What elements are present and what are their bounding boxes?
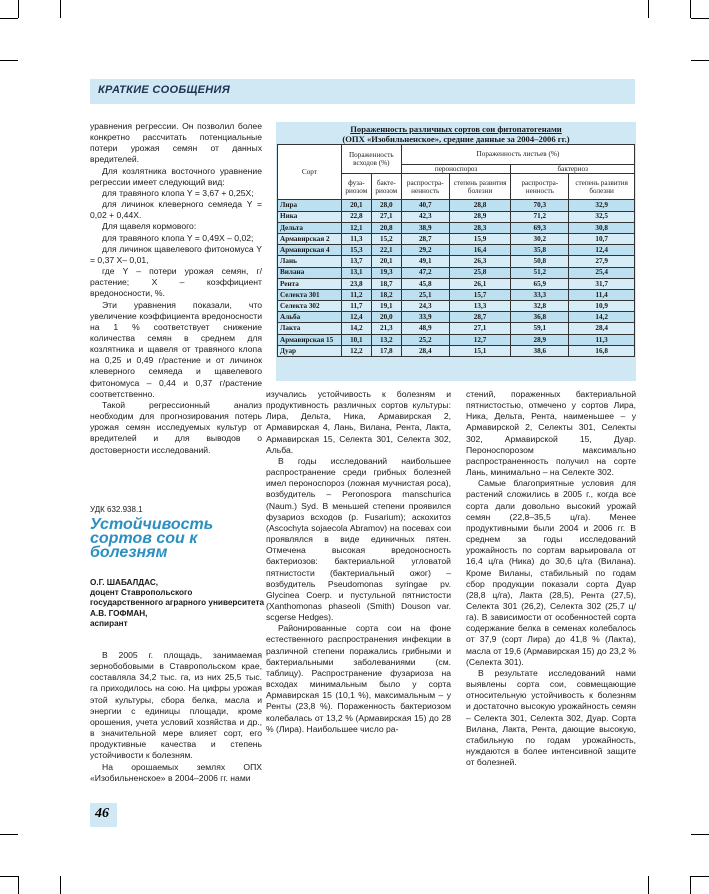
- table-row: [278, 345, 635, 356]
- paragraph: Районированные сорта сои на фоне естественного распространения инфекции в различной степени поражались грибными и бактериальными заболеваниями (см. таблицу). Распространение фузариоза на всходах минимальным было у сорта Армавирская 15 (10,1 %), максимальным – у Ренты (23,8 %). Пораженность бактериозом колебалась от 13,2 % (Армавирская 15) до 28 % (Лира). Наибольшее число ра-: [266, 623, 451, 734]
- header-degree: степень развития болезни: [449, 174, 511, 200]
- header-bacteriosis: бакте-риозом: [371, 174, 401, 200]
- value-cell: 26,1: [449, 278, 511, 289]
- value-cell: 10,1: [341, 334, 371, 345]
- cultivar-name-cell: Армавирская 2: [278, 233, 342, 244]
- value-cell: 27,1: [449, 323, 511, 334]
- value-cell: 12,4: [341, 312, 371, 323]
- crop-mark: [691, 876, 709, 877]
- author-position: доцент Ставропольского государственного аграрного университета: [90, 588, 265, 608]
- page-number-box: [90, 803, 117, 827]
- header-leaves: Пораженность листьев (%): [401, 145, 634, 165]
- value-cell: 24,3: [401, 301, 449, 312]
- value-cell: 12,4: [569, 245, 635, 256]
- value-cell: 12,7: [449, 334, 511, 345]
- table-row: [278, 334, 635, 345]
- value-cell: 11,4: [569, 289, 635, 300]
- crop-mark: [18, 876, 19, 894]
- crop-mark: [690, 0, 691, 18]
- value-cell: 25,8: [449, 267, 511, 278]
- value-cell: 25,1: [401, 289, 449, 300]
- value-cell: 38,9: [401, 222, 449, 233]
- header-degree: степень развития болезни: [569, 174, 635, 200]
- value-cell: 26,3: [449, 256, 511, 267]
- paragraph: В 2005 г. площадь, занимаемая зернобобовыми в Ставропольском крае, составляла 34,2 тыс. га, из них 25,5 тыс. га приходилось на сою. На цифры урожая этой культуры, сбора белка, масла и энергии с единицы площади, кроме орошения, учета условий хозяйства и др., в значительной мере влияет сорт, его продуктивные качества и степень устойчивости к болезням.: [90, 650, 262, 761]
- crop-mark: [691, 60, 709, 61]
- paragraph: В результате исследований нами выявлены сорта сои, совмещающие относительную устойчивость к болезням и достаточно высокую урожайность семян – Селекта 301, Селекта 302, Дуар. Сорта Вилана, Лакта, Рента, дающие высокую, стабильную по годам урожайность, нуждаются в более интенсивной защите от болезней.: [466, 667, 636, 768]
- crop-mark: [0, 876, 18, 877]
- value-cell: 59,1: [511, 323, 569, 334]
- value-cell: 19,3: [371, 267, 401, 278]
- paragraph: Такой регрессионный анализ необходим для прогнозирования потерь урожая семян исследуемых культур от вредителей и для выводов о достоверности исследований.: [90, 399, 262, 455]
- value-cell: 14,2: [569, 312, 635, 323]
- value-cell: 47,2: [401, 267, 449, 278]
- value-cell: 30,2: [511, 233, 569, 244]
- crop-mark: [0, 60, 18, 61]
- crop-mark: [60, 0, 61, 18]
- cultivar-name-cell: Селекта 302: [278, 301, 342, 312]
- header-seedlings: Пораженность всходов (%): [341, 145, 401, 174]
- cultivar-name-cell: Дельта: [278, 222, 342, 233]
- value-cell: 10,9: [569, 301, 635, 312]
- value-cell: 33,3: [511, 289, 569, 300]
- value-cell: 11,7: [341, 301, 371, 312]
- value-cell: 28,0: [371, 200, 401, 211]
- value-cell: 18,7: [371, 278, 401, 289]
- table-row: [278, 289, 635, 300]
- paragraph: Для козлятника восточного уравнение регрессии имеет следующий вид:: [90, 165, 262, 187]
- cultivar-name-cell: Альба: [278, 312, 342, 323]
- value-cell: 15,2: [371, 233, 401, 244]
- value-cell: 23,8: [341, 278, 371, 289]
- paragraph: Для щавеля кормового:: [102, 221, 197, 232]
- table-row: [278, 278, 635, 289]
- crop-mark: [0, 18, 18, 19]
- value-cell: 19,1: [371, 301, 401, 312]
- value-cell: 51,2: [511, 267, 569, 278]
- table-title: [276, 124, 636, 144]
- value-cell: 15,3: [341, 245, 371, 256]
- table-row: [278, 256, 635, 267]
- article-title: Устойчивость сортов сои к болезням: [90, 516, 214, 561]
- paragraph: На орошаемых землях ОПХ «Изобильненское» в 2004–2006 гг. нами: [90, 761, 262, 783]
- udk-code: УДК 632.938.1: [90, 505, 143, 514]
- paragraph: для травяного клопа Y = 3,67 + 0,25X;: [102, 187, 254, 198]
- paragraph: изучались устойчивость к болезням и продуктивность различных сортов культуры: Лира, Дельта, Ника, Армавирская 2, Армавирская 4, Лань, Вилана, Рента, Лакта, Армавирская 15, Селекта 301, Селекта 302, Альба.: [266, 389, 451, 455]
- value-cell: 15,7: [449, 289, 511, 300]
- crop-mark: [691, 18, 709, 19]
- value-cell: 27,1: [371, 211, 401, 222]
- cultivar-name-cell: Лира: [278, 200, 342, 211]
- value-cell: 28,4: [401, 345, 449, 356]
- value-cell: 14,2: [341, 323, 371, 334]
- value-cell: 49,1: [401, 256, 449, 267]
- value-cell: 27,9: [569, 256, 635, 267]
- value-cell: 33,9: [401, 312, 449, 323]
- table-row: [278, 233, 635, 244]
- column-1-bottom: [90, 650, 262, 784]
- author-name: А.В. ГОФМАН,: [90, 608, 148, 618]
- value-cell: 28,3: [449, 222, 511, 233]
- value-cell: 28,4: [569, 323, 635, 334]
- value-cell: 12,2: [341, 345, 371, 356]
- value-cell: 20,8: [371, 222, 401, 233]
- table-row: [278, 323, 635, 334]
- value-cell: 25,2: [401, 334, 449, 345]
- value-cell: 70,3: [511, 200, 569, 211]
- cultivar-name-cell: Армавирская 15: [278, 334, 342, 345]
- value-cell: 71,2: [511, 211, 569, 222]
- value-cell: 12,1: [341, 222, 371, 233]
- value-cell: 11,3: [341, 233, 371, 244]
- table-title-line: Пораженность различных сортов сои фитопатогенами: [350, 124, 562, 134]
- value-cell: 13,7: [341, 256, 371, 267]
- paragraph: где Y – потери урожая семян, г/растение; X – коэффициент вредоносности, %.: [90, 266, 262, 299]
- header-spread: распростра-ненность: [511, 174, 569, 200]
- value-cell: 21,3: [371, 323, 401, 334]
- paragraph: Самые благоприятные условия для растений сложились в 2005 г., когда все сорта дали довольно высокий урожай семян (22,8–35,5 ц/га). Менее продуктивными были 2004 и 2006 гг. В среднем за годы исследований урожайность по сортам варьировала от 16,4 ц/га (Ника) до 30,6 ц/га (Вилана). Кроме Виланы, стабильный по годам сбор продукции показали сорта Дуар (28,8 ц/га), Лакта (28,5), Рента (27,5), Селекта 301 (26,2), Селекта 302 (25,7 ц/га). В зависимости от особенностей сорта содержание белка в семенах колебалось от 37,9 (сорт Лира) до 41,8 % (Лакта), масла от 19,6 (Армавирская 15) до 23,2 % (Селекта 301).: [466, 478, 636, 667]
- header-bacteriosis-group: бактериоз: [511, 165, 635, 174]
- disease-table: [277, 144, 635, 357]
- header-fusarium: фуза-риозом: [341, 174, 371, 200]
- value-cell: 16,8: [569, 345, 635, 356]
- crop-mark: [648, 0, 649, 18]
- paragraph: уравнения регрессии. Он позволил более конкретно рассчитать потенциальные потери урожая семян от данных вредителей.: [90, 121, 262, 165]
- value-cell: 38,6: [511, 345, 569, 356]
- author-position: аспирант: [90, 618, 128, 628]
- value-cell: 20,1: [371, 256, 401, 267]
- value-cell: 28,9: [511, 334, 569, 345]
- author-name: О.Г. ШАБАЛДАС,: [90, 578, 159, 587]
- value-cell: 31,7: [569, 278, 635, 289]
- value-cell: 35,8: [511, 245, 569, 256]
- page-number: 46: [95, 806, 109, 821]
- paragraph: для личинок щавелевого фитономуса Y = 0,37 X– 0,01,: [90, 243, 262, 265]
- value-cell: 45,8: [401, 278, 449, 289]
- value-cell: 11,2: [341, 289, 371, 300]
- cultivar-name-cell: Ника: [278, 211, 342, 222]
- value-cell: 40,7: [401, 200, 449, 211]
- crop-mark: [18, 0, 19, 18]
- table-row: [278, 301, 635, 312]
- value-cell: 13,3: [449, 301, 511, 312]
- value-cell: 48,9: [401, 323, 449, 334]
- cultivar-name-cell: Селекта 301: [278, 289, 342, 300]
- value-cell: 15,9: [449, 233, 511, 244]
- value-cell: 25,4: [569, 267, 635, 278]
- value-cell: 13,2: [371, 334, 401, 345]
- cultivar-name-cell: Армавирская 4: [278, 245, 342, 256]
- value-cell: 65,9: [511, 278, 569, 289]
- crop-mark: [0, 834, 18, 835]
- paragraph: для личинок клеверного семяеда Y = 0,02 + 0,44X.: [90, 199, 262, 221]
- value-cell: 20,0: [371, 312, 401, 323]
- cultivar-name-cell: Лань: [278, 256, 342, 267]
- paragraph: стений, пораженных бактериальной пятнистостью, отмечено у сортов Лира, Ника, Дельта, Рента, наименьшее – у Армавирской 2, Селекты 301, Селекты 302, Армавирской 15, Дуар. Пероноспорозом максимально распространенность получил на сорте Лань, минимально – на Селекте 302.: [466, 389, 636, 478]
- table-row: [278, 312, 635, 323]
- value-cell: 32,8: [511, 301, 569, 312]
- value-cell: 10,7: [569, 233, 635, 244]
- crop-mark: [648, 876, 649, 894]
- crop-mark: [691, 834, 709, 835]
- crop-mark: [60, 876, 61, 894]
- value-cell: 13,1: [341, 267, 371, 278]
- section-title: КРАТКИЕ СООБЩЕНИЯ: [98, 84, 231, 96]
- table-row: [278, 222, 635, 233]
- value-cell: 69,3: [511, 222, 569, 233]
- authors-block: [90, 578, 265, 629]
- value-cell: 32,9: [569, 200, 635, 211]
- cultivar-name-cell: Лакта: [278, 323, 342, 334]
- column-3: [466, 389, 636, 768]
- value-cell: 22,1: [371, 245, 401, 256]
- value-cell: 22,8: [341, 211, 371, 222]
- value-cell: 20,1: [341, 200, 371, 211]
- crop-mark: [690, 876, 691, 894]
- table-panel: [276, 122, 636, 381]
- value-cell: 50,8: [511, 256, 569, 267]
- value-cell: 28,7: [401, 233, 449, 244]
- table-row: [278, 267, 635, 278]
- table-row: [278, 211, 635, 222]
- section-banner: [90, 79, 635, 104]
- header-spread: распростра-ненность: [401, 174, 449, 200]
- value-cell: 16,4: [449, 245, 511, 256]
- paragraph: для травяного клопа Y = 0,49X – 0,02;: [102, 232, 254, 243]
- cultivar-name-cell: Рента: [278, 278, 342, 289]
- value-cell: 28,9: [449, 211, 511, 222]
- table-row: [278, 200, 635, 211]
- header-sort: Сорт: [278, 145, 342, 200]
- table-title-line: (ОПХ «Изобильненское», средние данные за 2004–2006 гг.): [342, 134, 570, 144]
- column-2: [266, 389, 451, 735]
- cultivar-name-cell: Дуар: [278, 345, 342, 356]
- value-cell: 18,2: [371, 289, 401, 300]
- value-cell: 15,1: [449, 345, 511, 356]
- column-1-top: [90, 121, 262, 456]
- header-peronosporosis: пероноспороз: [401, 165, 511, 174]
- value-cell: 17,8: [371, 345, 401, 356]
- value-cell: 28,7: [449, 312, 511, 323]
- cultivar-name-cell: Вилана: [278, 267, 342, 278]
- value-cell: 32,5: [569, 211, 635, 222]
- paragraph: Эти уравнения показали, что увеличение коэффициента вредоносности на 1 % соответствует снижение количества семян в среднем для козлятника и щавеля от травяного клопа на 0,25 и 0,49 г/растение и от личинок клеверного семяеда и щавелевого фитономуса – 0,44 и 0,37 г/растение соответственно.: [90, 299, 262, 399]
- value-cell: 28,8: [449, 200, 511, 211]
- value-cell: 29,2: [401, 245, 449, 256]
- value-cell: 42,3: [401, 211, 449, 222]
- table-row: [278, 245, 635, 256]
- table-body: [278, 200, 635, 357]
- value-cell: 30,8: [569, 222, 635, 233]
- paragraph: В годы исследований наибольшее распространение среди грибных болезней имел пероноспороз (ложная мучнистая роса), возбудитель – Peronospora manschurica (Naum.) Syd. В меньшей степени проявился фузариоз всходов (р. Fusarium); аскохитоз (Ascochyta sojaecola Abramov) на посевах сои проявлялся в виде единичных пятен. Отмечена высокая вредоносность бактериозов: бактериальной угловатой пятнистости (бактериальный ожог) – возбудитель Pseudomonas syringae pv. Glycinea Coerp. и пустульной пятнистости (Xanthomonas phaseoli (Smith) Douson var. scgerse Hedges).: [266, 455, 451, 623]
- value-cell: 11,3: [569, 334, 635, 345]
- value-cell: 36,8: [511, 312, 569, 323]
